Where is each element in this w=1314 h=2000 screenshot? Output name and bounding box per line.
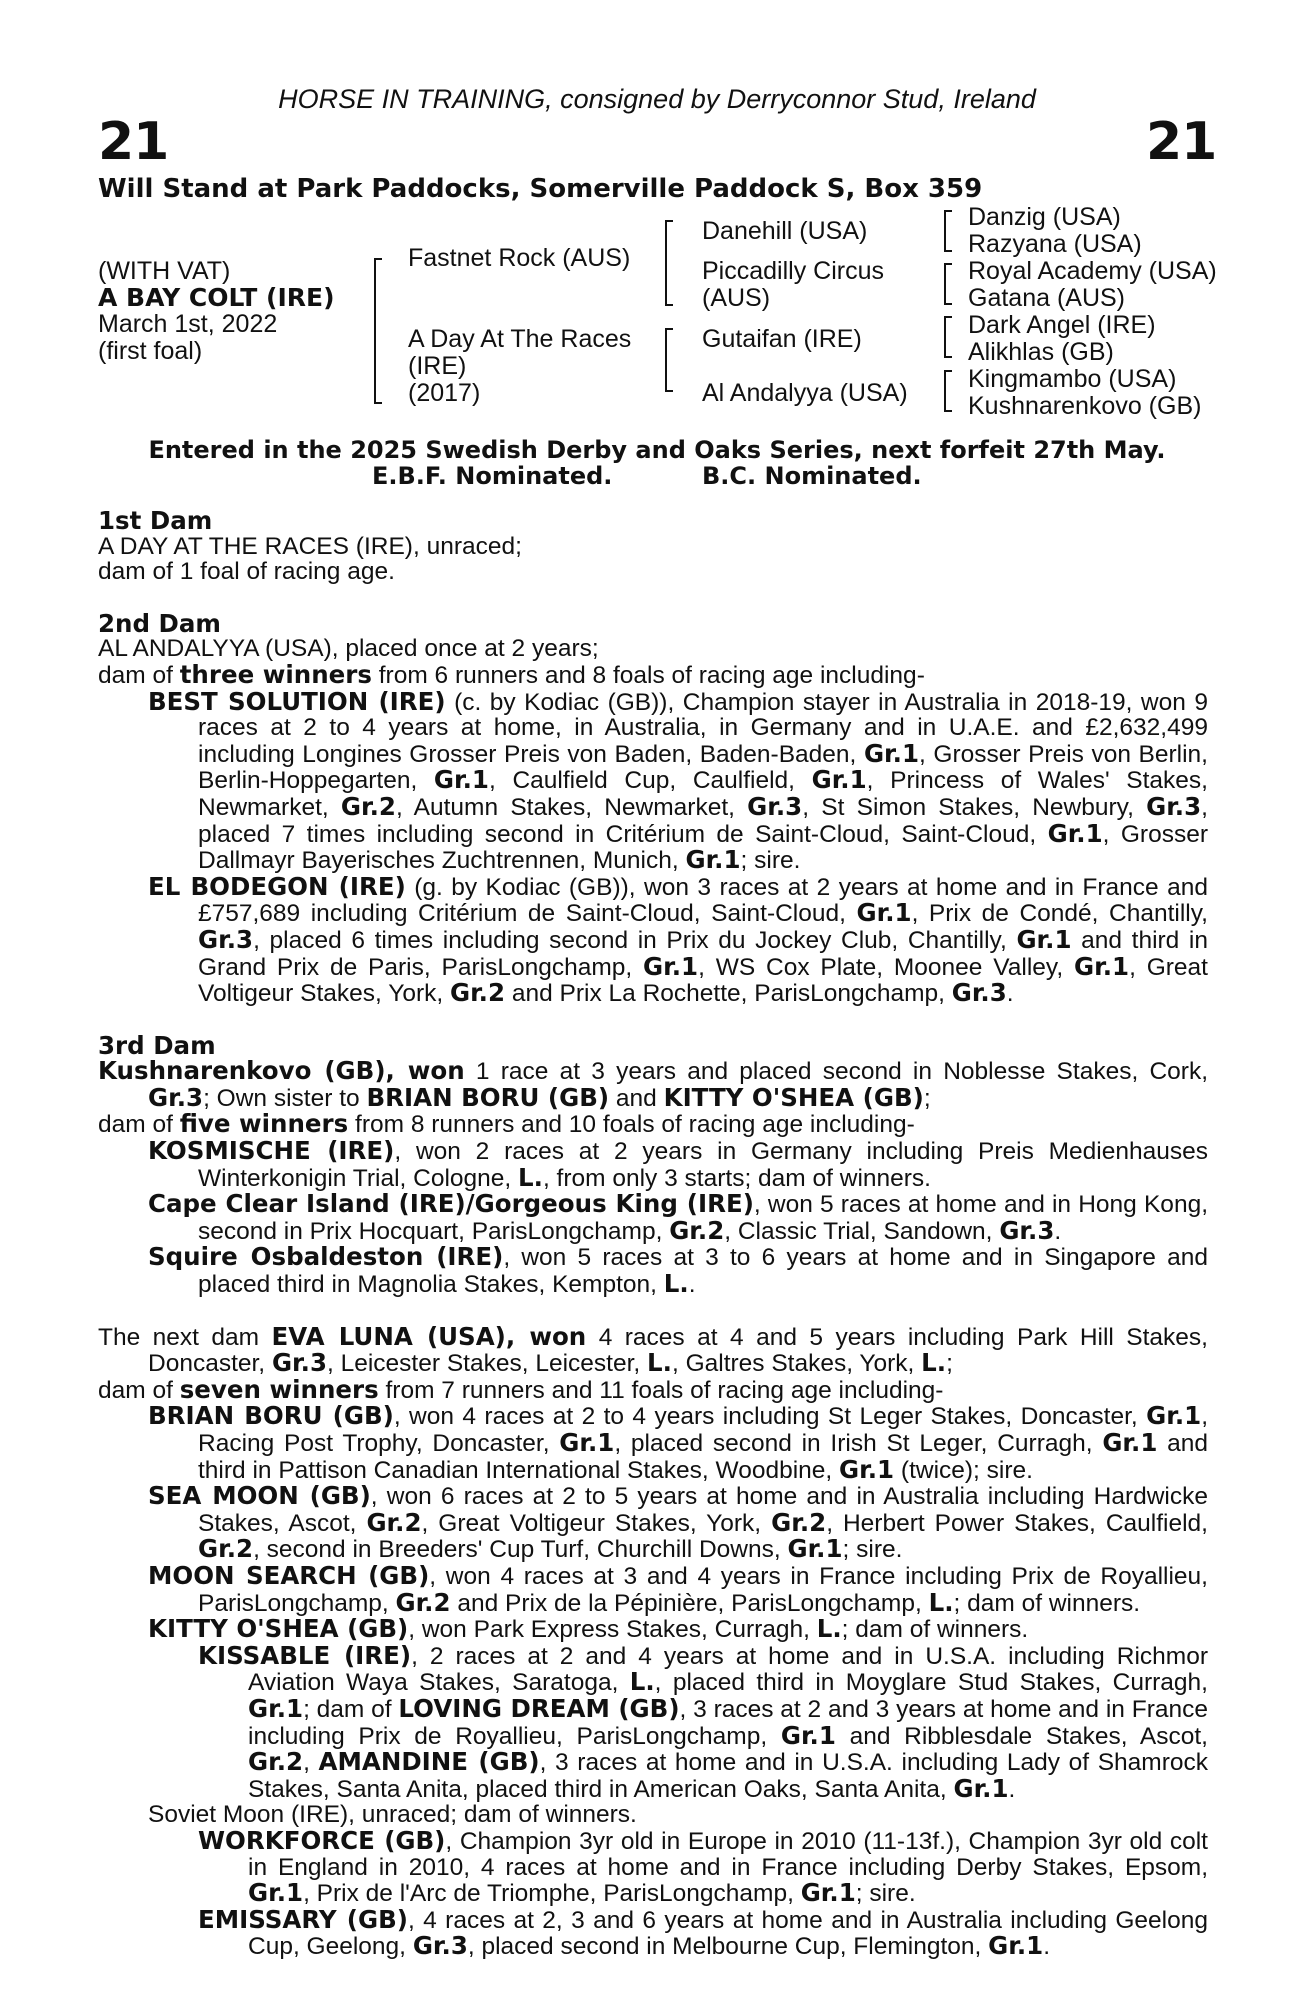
progeny-kitty-oshea: KITTY O'SHEA (GB), won Park Express Stakes, Curragh, L.; dam of winners. bbox=[148, 1614, 1029, 1644]
progeny-cape-clear-island: Cape Clear Island (IRE)/Gorgeous King (IRE), won 5 races at home and in Hong Kong, second in Prix Hocquart, ParisLongchamp, Gr.2, Classic Trial, Sandown, Gr.3. bbox=[148, 1189, 1208, 1245]
soviet-moon: Soviet Moon (IRE), unraced; dam of winners. bbox=[148, 1801, 637, 1829]
vat-label: (WITH VAT) bbox=[98, 257, 231, 285]
pedigree-dam-dam: Al Andalyya (USA) bbox=[702, 379, 908, 407]
pedigree-brace-g3 bbox=[944, 316, 946, 358]
pedigree-gg2: Razyana (USA) bbox=[968, 230, 1142, 258]
pedigree-brace-g4 bbox=[944, 370, 946, 412]
progeny-el-bodegon: EL BODEGON (IRE) (g. by Kodiac (GB)), won 3 races at 2 years at home and in France and £757,689 including Critérium de Saint-Cloud, Saint-Cloud, Gr.1, Prix de Condé, Chantilly, Gr.3, placed 6 times including second in Prix du Jockey Club, Chantilly, Gr.1 and third in Grand Prix de Paris, ParisLongchamp, Gr.1, WS Cox Plate, Moonee Valley, Gr.1, Great Voltigeur Stakes, York, Gr.2 and Prix La Rochette, ParisLongchamp, Gr.3. bbox=[148, 871, 1209, 1008]
pedigree-gg4: Gatana (AUS) bbox=[968, 284, 1126, 312]
progeny-sea-moon: SEA MOON (GB), won 6 races at 2 to 5 years at home and in Australia including Hardwicke Stakes, Ascot, Gr.2, Great Voltigeur Stakes, York, Gr.2, Herbert Power Stakes, Caulfield, Gr.2, second in Breeders' Cup Turf, Churchill Downs, Gr.1; sire. bbox=[148, 1481, 1208, 1564]
pedigree-sire: Fastnet Rock (AUS) bbox=[408, 244, 631, 272]
first-dam-line2: dam of 1 foal of racing age. bbox=[98, 558, 395, 586]
horse-dob: March 1st, 2022 bbox=[98, 310, 278, 338]
pedigree-gg3: Royal Academy (USA) bbox=[968, 257, 1217, 285]
pedigree-sire-dam-line2: (AUS) bbox=[702, 284, 771, 312]
progeny-kissable: KISSABLE (IRE), 2 races at 2 and 4 years at home and in U.S.A. including Richmor Aviation Waya Stakes, Saratoga, L., placed third in Moyglare Stud Stakes, Curragh, Gr.1; dam of LOVING DREAM (GB), 3 races at 2 and 3 years at home and in France including Prix de Royallieu, ParisLongchamp, Gr.1 and Ribblesdale Stakes, Ascot, Gr.2, AMANDINE (GB), 3 races at home and in U.S.A. including Lady of Shamrock Stakes, Santa Anita, placed third in American Oaks, Santa Anita, Gr.1. bbox=[198, 1640, 1208, 1803]
pedigree-dam-line3: (2017) bbox=[408, 379, 481, 407]
third-dam-kushnarenkovo: Kushnarenkovo (GB), won 1 race at 3 years and placed second in Noblesse Stakes, Cork, Gr.3; Own sister to BRIAN BORU (GB) and KITTY O'SHEA (GB); bbox=[98, 1056, 1208, 1112]
pedigree-sire-dam-line1: Piccadilly Circus bbox=[702, 257, 884, 285]
second-dam-line1: AL ANDALYYA (USA), placed once at 2 years; bbox=[98, 635, 599, 663]
pedigree-brace-g2 bbox=[944, 263, 946, 305]
pedigree-brace-dam bbox=[665, 328, 667, 392]
pedigree-brace-sire bbox=[665, 220, 667, 306]
first-dam-heading: 1st Dam bbox=[98, 506, 213, 535]
progeny-emissary: EMISSARY (GB), 4 races at 2, 3 and 6 years at home and in Australia including Geelong Cup, Geelong, Gr.3, placed second in Melbourne Cup, Flemington, Gr.1. bbox=[198, 1904, 1209, 1961]
third-dam-heading: 3rd Dam bbox=[98, 1030, 216, 1060]
pedigree-gg5: Dark Angel (IRE) bbox=[968, 311, 1156, 339]
progeny-workforce: WORKFORCE (GB), Champion 3yr old in Europe in 2010 (11-13f.), Champion 3yr old colt in England in 2010, 4 races at home and in France including Derby Stakes, Epsom, Gr.1, Prix de l'Arc de Triomphe, ParisLongchamp, Gr.1; sire. bbox=[198, 1825, 1208, 1908]
pedigree-gg6: Alikhlas (GB) bbox=[968, 338, 1114, 366]
stand-location: Will Stand at Park Paddocks, Somerville Paddock S, Box 359 bbox=[98, 174, 983, 204]
pedigree-gg1: Danzig (USA) bbox=[968, 203, 1121, 231]
next-dam-eva-luna: The next dam EVA LUNA (USA), won 4 races at 4 and 5 years including Park Hill Stakes, Doncaster, Gr.3, Leicester Stakes, Leicester, L., Galtres Stakes, York, L.; bbox=[98, 1321, 1208, 1378]
pedigree-dam-line1: A Day At The Races bbox=[408, 325, 632, 353]
next-dam-line2: dam of seven winners from 7 runners and 11 foals of racing age including- bbox=[98, 1374, 944, 1404]
catalogue-body bbox=[98, 508, 1208, 1960]
progeny-squire-osbaldeston: Squire Osbaldeston (IRE), won 5 races at 3 to 6 years at home and in Singapore and placed third in Magnolia Stakes, Kempton, L.. bbox=[148, 1242, 1208, 1299]
pedigree-sire-sire: Danehill (USA) bbox=[702, 217, 868, 245]
second-dam-line2: dam of three winners from 6 runners and 8 foals of racing age including- bbox=[98, 659, 925, 689]
third-dam-line2: dam of five winners from 8 runners and 10 foals of racing age including- bbox=[98, 1109, 915, 1139]
bc-nominated: B.C. Nominated. bbox=[702, 462, 922, 490]
pedigree-dam-line2: (IRE) bbox=[408, 352, 467, 380]
second-dam-heading: 2nd Dam bbox=[98, 608, 221, 638]
progeny-moon-search: MOON SEARCH (GB), won 4 races at 3 and 4 years in France including Prix de Royallieu, ParisLongchamp, Gr.2 and Prix de la Pépinière, ParisLongchamp, L.; dam of winners. bbox=[148, 1560, 1208, 1617]
horse-name: A BAY COLT (IRE) bbox=[98, 283, 335, 312]
pedigree-gg7: Kingmambo (USA) bbox=[968, 365, 1177, 393]
pedigree-gg8: Kushnarenkovo (GB) bbox=[968, 392, 1202, 420]
foal-note: (first foal) bbox=[98, 337, 203, 365]
ebf-nominated: E.B.F. Nominated. bbox=[372, 462, 613, 490]
pedigree-brace-g1 bbox=[944, 210, 946, 252]
progeny-best-solution: BEST SOLUTION (IRE) (c. by Kodiac (GB)), Champion stayer in Australia in 2018-19, won 9 races at 2 to 4 years at home, in Australia, in Germany and in U.A.E. and £2,632,499 including Longines Grosser Preis von Baden, Baden-Baden, Gr.1, Grosser Preis von Berlin, Berlin-Hoppegarten, Gr.1, Caulfield Cup, Caulfield, Gr.1, Princess of Wales' Stakes, Newmarket, Gr.2, Autumn Stakes, Newmarket, Gr.3, St Simon Stakes, Newbury, Gr.3, placed 7 times including second in Critérium de Saint-Cloud, Saint-Cloud, Gr.1, Grosser Dallmayr Bayerisches Zuchtrennen, Munich, Gr.1; sire. bbox=[148, 686, 1208, 875]
progeny-kosmische: KOSMISCHE (IRE), won 2 races at 2 years in Germany including Preis Medienhauses Winterkonigin Trial, Cologne, L., from only 3 starts; dam of winners. bbox=[148, 1136, 1208, 1192]
first-dam-line1: A DAY AT THE RACES (IRE), unraced; bbox=[98, 532, 522, 560]
pedigree-brace-main bbox=[374, 258, 376, 404]
pedigree-dam-sire: Gutaifan (IRE) bbox=[702, 325, 862, 353]
consignment-header: HORSE IN TRAINING, consigned by Derryconnor Stud, Ireland bbox=[278, 84, 1036, 114]
progeny-brian-boru: BRIAN BORU (GB), won 4 races at 2 to 4 years including St Leger Stakes, Doncaster, Gr.1, Racing Post Trophy, Doncaster, Gr.1, placed second in Irish St Leger, Curragh, Gr.1 and third in Pattison Canadian International Stakes, Woodbine, Gr.1 (twice); sire. bbox=[148, 1401, 1209, 1484]
entries-line: Entered in the 2025 Swedish Derby and Oaks Series, next forfeit 27th May. bbox=[148, 436, 1166, 464]
lot-number-right: 21 bbox=[1146, 112, 1217, 172]
lot-number-left: 21 bbox=[98, 112, 169, 172]
